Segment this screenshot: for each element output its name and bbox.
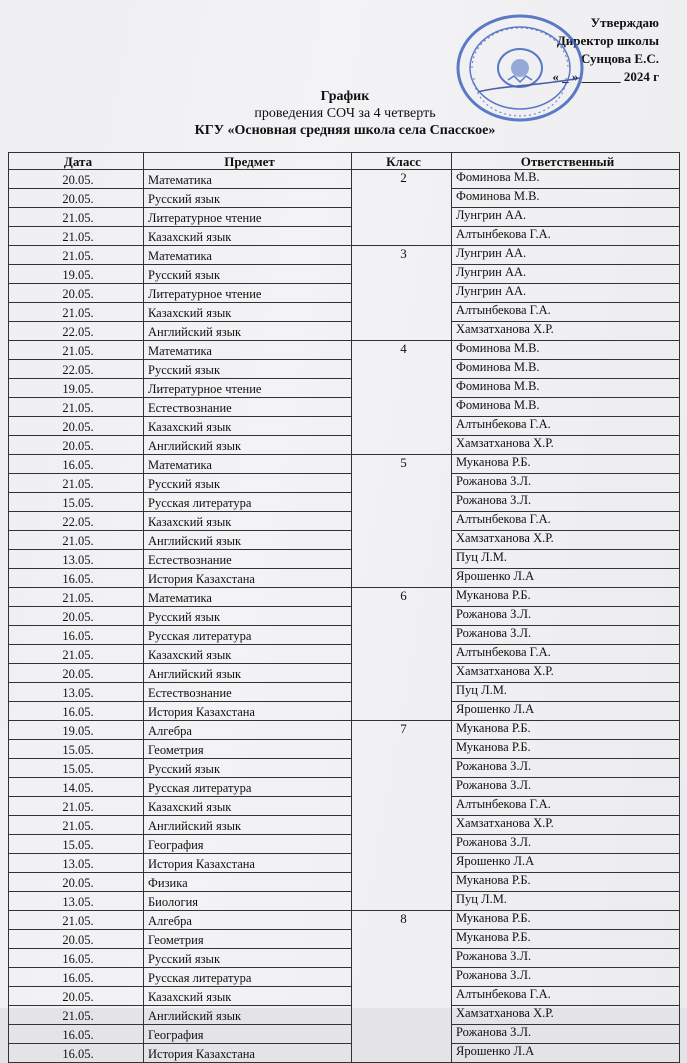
table-row — [9, 626, 680, 645]
cell-responsible: Ярошенко Л.А — [452, 569, 680, 588]
cell-responsible: Хамзатханова Х.Р. — [452, 664, 680, 683]
cell-subject: Математика — [144, 588, 352, 607]
cell-grade: 7 — [352, 721, 452, 911]
table-row — [9, 816, 680, 835]
cell-subject: Казахский язык — [144, 303, 352, 322]
cell-grade: 2 — [352, 170, 452, 246]
table-row — [9, 930, 680, 949]
cell-subject: Русский язык — [144, 759, 352, 778]
cell-responsible: Ярошенко Л.А — [452, 1044, 680, 1063]
table-row — [9, 303, 680, 322]
table-row — [9, 607, 680, 626]
table-row — [9, 911, 680, 930]
cell-subject: Физика — [144, 873, 352, 892]
cell-responsible: Муканова Р.Б. — [452, 740, 680, 759]
table-row — [9, 645, 680, 664]
cell-responsible: Фоминова М.В. — [452, 360, 680, 379]
cell-responsible: Рожанова З.Л. — [452, 474, 680, 493]
table-row — [9, 854, 680, 873]
cell-date: 21.05. — [9, 208, 144, 227]
cell-subject: Английский язык — [144, 531, 352, 550]
cell-subject: Математика — [144, 341, 352, 360]
table-row — [9, 759, 680, 778]
approval-line-2: Директор школы — [556, 33, 659, 48]
cell-date: 16.05. — [9, 968, 144, 987]
cell-responsible: Алтынбекова Г.А. — [452, 227, 680, 246]
cell-responsible: Фоминова М.В. — [452, 341, 680, 360]
cell-date: 21.05. — [9, 588, 144, 607]
cell-responsible: Алтынбекова Г.А. — [452, 797, 680, 816]
cell-responsible: Фоминова М.В. — [452, 379, 680, 398]
cell-date: 16.05. — [9, 1044, 144, 1063]
cell-responsible: Рожанова З.Л. — [452, 778, 680, 797]
cell-responsible: Пуц Л.М. — [452, 550, 680, 569]
cell-subject: География — [144, 835, 352, 854]
cell-subject: Казахский язык — [144, 512, 352, 531]
cell-date: 21.05. — [9, 246, 144, 265]
cell-responsible: Муканова Р.Б. — [452, 930, 680, 949]
cell-subject: История Казахстана — [144, 702, 352, 721]
cell-date: 13.05. — [9, 892, 144, 911]
table-row — [9, 702, 680, 721]
cell-responsible: Хамзатханова Х.Р. — [452, 1006, 680, 1025]
table-row — [9, 322, 680, 341]
cell-subject: Русский язык — [144, 360, 352, 379]
cell-subject: Казахский язык — [144, 797, 352, 816]
table-row — [9, 512, 680, 531]
cell-subject: Казахский язык — [144, 987, 352, 1006]
cell-subject: История Казахстана — [144, 854, 352, 873]
table-row — [9, 550, 680, 569]
cell-responsible: Рожанова З.Л. — [452, 759, 680, 778]
approval-line-3: Сунцова Е.С. — [580, 51, 659, 66]
table-row — [9, 664, 680, 683]
cell-date: 22.05. — [9, 512, 144, 531]
cell-date: 21.05. — [9, 911, 144, 930]
cell-responsible: Лунгрин АА. — [452, 265, 680, 284]
table-row — [9, 1006, 680, 1025]
cell-date: 13.05. — [9, 854, 144, 873]
cell-date: 20.05. — [9, 987, 144, 1006]
cell-date: 14.05. — [9, 778, 144, 797]
cell-subject: Русская литература — [144, 778, 352, 797]
cell-responsible: Лунгрин АА. — [452, 208, 680, 227]
table-row — [9, 417, 680, 436]
cell-responsible: Алтынбекова Г.А. — [452, 645, 680, 664]
cell-responsible: Ярошенко Л.А — [452, 702, 680, 721]
cell-subject: Биология — [144, 892, 352, 911]
cell-date: 21.05. — [9, 227, 144, 246]
cell-date: 15.05. — [9, 835, 144, 854]
cell-responsible: Хамзатханова Х.Р. — [452, 436, 680, 455]
table-row — [9, 683, 680, 702]
table-row — [9, 949, 680, 968]
cell-responsible: Ярошенко Л.А — [452, 854, 680, 873]
table-row — [9, 227, 680, 246]
cell-responsible: Хамзатханова Х.Р. — [452, 322, 680, 341]
cell-subject: Русский язык — [144, 607, 352, 626]
cell-responsible: Муканова Р.Б. — [452, 873, 680, 892]
cell-date: 16.05. — [9, 702, 144, 721]
approval-line-4: « _ » ______ 2024 г — [552, 69, 659, 84]
cell-date: 16.05. — [9, 455, 144, 474]
cell-subject: Литературное чтение — [144, 284, 352, 303]
table-body — [9, 170, 680, 1063]
cell-responsible: Фоминова М.В. — [452, 170, 680, 189]
cell-date: 20.05. — [9, 284, 144, 303]
table-row — [9, 436, 680, 455]
cell-responsible: Муканова Р.Б. — [452, 911, 680, 930]
cell-date: 21.05. — [9, 645, 144, 664]
table-row — [9, 189, 680, 208]
cell-grade: 8 — [352, 911, 452, 1063]
table-row — [9, 778, 680, 797]
header-responsible: Ответственный — [452, 153, 680, 170]
table-row — [9, 455, 680, 474]
cell-date: 21.05. — [9, 797, 144, 816]
cell-date: 21.05. — [9, 816, 144, 835]
cell-responsible: Рожанова З.Л. — [452, 607, 680, 626]
cell-subject: География — [144, 1025, 352, 1044]
cell-date: 13.05. — [9, 550, 144, 569]
cell-responsible: Фоминова М.В. — [452, 398, 680, 417]
table-row — [9, 1025, 680, 1044]
table-header-row — [9, 153, 680, 170]
cell-date: 20.05. — [9, 189, 144, 208]
cell-date: 16.05. — [9, 569, 144, 588]
cell-subject: История Казахстана — [144, 1044, 352, 1063]
cell-date: 21.05. — [9, 341, 144, 360]
table-row — [9, 721, 680, 740]
table-row — [9, 968, 680, 987]
cell-date: 20.05. — [9, 436, 144, 455]
cell-date: 21.05. — [9, 531, 144, 550]
cell-date: 20.05. — [9, 170, 144, 189]
header-date: Дата — [9, 153, 144, 170]
document-title — [150, 88, 540, 139]
cell-grade: 6 — [352, 588, 452, 721]
cell-subject: Литературное чтение — [144, 208, 352, 227]
cell-date: 16.05. — [9, 1025, 144, 1044]
cell-date: 21.05. — [9, 398, 144, 417]
cell-date: 19.05. — [9, 721, 144, 740]
cell-responsible: Рожанова З.Л. — [452, 949, 680, 968]
table-row — [9, 493, 680, 512]
cell-responsible: Хамзатханова Х.Р. — [452, 531, 680, 550]
cell-responsible: Рожанова З.Л. — [452, 835, 680, 854]
cell-responsible: Алтынбекова Г.А. — [452, 987, 680, 1006]
cell-subject: Геометрия — [144, 740, 352, 759]
cell-subject: Русская литература — [144, 493, 352, 512]
cell-date: 21.05. — [9, 1006, 144, 1025]
cell-grade: 3 — [352, 246, 452, 341]
cell-subject: Математика — [144, 246, 352, 265]
table-row — [9, 1044, 680, 1063]
table-row — [9, 797, 680, 816]
table-row — [9, 341, 680, 360]
table-row — [9, 835, 680, 854]
cell-grade: 4 — [352, 341, 452, 455]
cell-subject: Русский язык — [144, 474, 352, 493]
table-row — [9, 398, 680, 417]
cell-responsible: Пуц Л.М. — [452, 683, 680, 702]
table-row — [9, 170, 680, 189]
table-row — [9, 360, 680, 379]
cell-date: 19.05. — [9, 265, 144, 284]
table-row — [9, 569, 680, 588]
title-line-3: КГУ «Основная средняя школа села Спасское» — [194, 123, 496, 138]
cell-subject: Русский язык — [144, 265, 352, 284]
cell-subject: Алгебра — [144, 911, 352, 930]
header-grade: Класс — [352, 153, 452, 170]
cell-date: 20.05. — [9, 930, 144, 949]
cell-subject: Английский язык — [144, 816, 352, 835]
cell-subject: История Казахстана — [144, 569, 352, 588]
cell-responsible: Лунгрин АА. — [452, 246, 680, 265]
cell-responsible: Муканова Р.Б. — [452, 721, 680, 740]
table-row — [9, 284, 680, 303]
cell-subject: Геометрия — [144, 930, 352, 949]
cell-date: 15.05. — [9, 493, 144, 512]
cell-date: 20.05. — [9, 664, 144, 683]
cell-subject: Литературное чтение — [144, 379, 352, 398]
table-row — [9, 246, 680, 265]
cell-date: 22.05. — [9, 322, 144, 341]
cell-subject: Русская литература — [144, 626, 352, 645]
cell-responsible: Алтынбекова Г.А. — [452, 417, 680, 436]
cell-responsible: Лунгрин АА. — [452, 284, 680, 303]
cell-subject: Английский язык — [144, 436, 352, 455]
cell-date: 21.05. — [9, 474, 144, 493]
cell-date: 21.05. — [9, 303, 144, 322]
cell-date: 19.05. — [9, 379, 144, 398]
approval-line-1: Утверждаю — [590, 15, 659, 30]
cell-responsible: Муканова Р.Б. — [452, 588, 680, 607]
table-row — [9, 740, 680, 759]
cell-date: 16.05. — [9, 626, 144, 645]
table-row — [9, 379, 680, 398]
table-row — [9, 588, 680, 607]
cell-subject: Казахский язык — [144, 417, 352, 436]
cell-responsible: Муканова Р.Б. — [452, 455, 680, 474]
cell-responsible: Пуц Л.М. — [452, 892, 680, 911]
cell-date: 13.05. — [9, 683, 144, 702]
cell-subject: Естествознание — [144, 683, 352, 702]
table-row — [9, 265, 680, 284]
cell-subject: Математика — [144, 455, 352, 474]
cell-subject: Естествознание — [144, 550, 352, 569]
schedule-table — [8, 152, 680, 1063]
title-line-1: График — [320, 89, 370, 104]
cell-responsible: Алтынбекова Г.А. — [452, 303, 680, 322]
cell-subject: Русский язык — [144, 189, 352, 208]
cell-date: 20.05. — [9, 417, 144, 436]
cell-date: 20.05. — [9, 607, 144, 626]
cell-responsible: Рожанова З.Л. — [452, 626, 680, 645]
cell-subject: Русская литература — [144, 968, 352, 987]
table-row — [9, 892, 680, 911]
cell-subject: Английский язык — [144, 664, 352, 683]
cell-responsible: Рожанова З.Л. — [452, 493, 680, 512]
cell-responsible: Рожанова З.Л. — [452, 1025, 680, 1044]
cell-date: 16.05. — [9, 949, 144, 968]
cell-subject: Математика — [144, 170, 352, 189]
cell-subject: Казахский язык — [144, 645, 352, 664]
cell-responsible: Хамзатханова Х.Р. — [452, 816, 680, 835]
cell-subject: Русский язык — [144, 949, 352, 968]
cell-subject: Естествознание — [144, 398, 352, 417]
table-row — [9, 531, 680, 550]
cell-responsible: Алтынбекова Г.А. — [452, 512, 680, 531]
cell-subject: Английский язык — [144, 322, 352, 341]
cell-date: 15.05. — [9, 759, 144, 778]
table-row — [9, 873, 680, 892]
title-line-2: проведения СОЧ за 4 четверть — [254, 106, 436, 121]
table-row — [9, 474, 680, 493]
cell-responsible: Рожанова З.Л. — [452, 968, 680, 987]
cell-subject: Английский язык — [144, 1006, 352, 1025]
cell-subject: Казахский язык — [144, 227, 352, 246]
cell-date: 15.05. — [9, 740, 144, 759]
cell-date: 20.05. — [9, 873, 144, 892]
cell-date: 22.05. — [9, 360, 144, 379]
table-row — [9, 208, 680, 227]
header-subject: Предмет — [144, 153, 352, 170]
cell-responsible: Фоминова М.В. — [452, 189, 680, 208]
cell-grade: 5 — [352, 455, 452, 588]
table-row — [9, 987, 680, 1006]
cell-subject: Алгебра — [144, 721, 352, 740]
